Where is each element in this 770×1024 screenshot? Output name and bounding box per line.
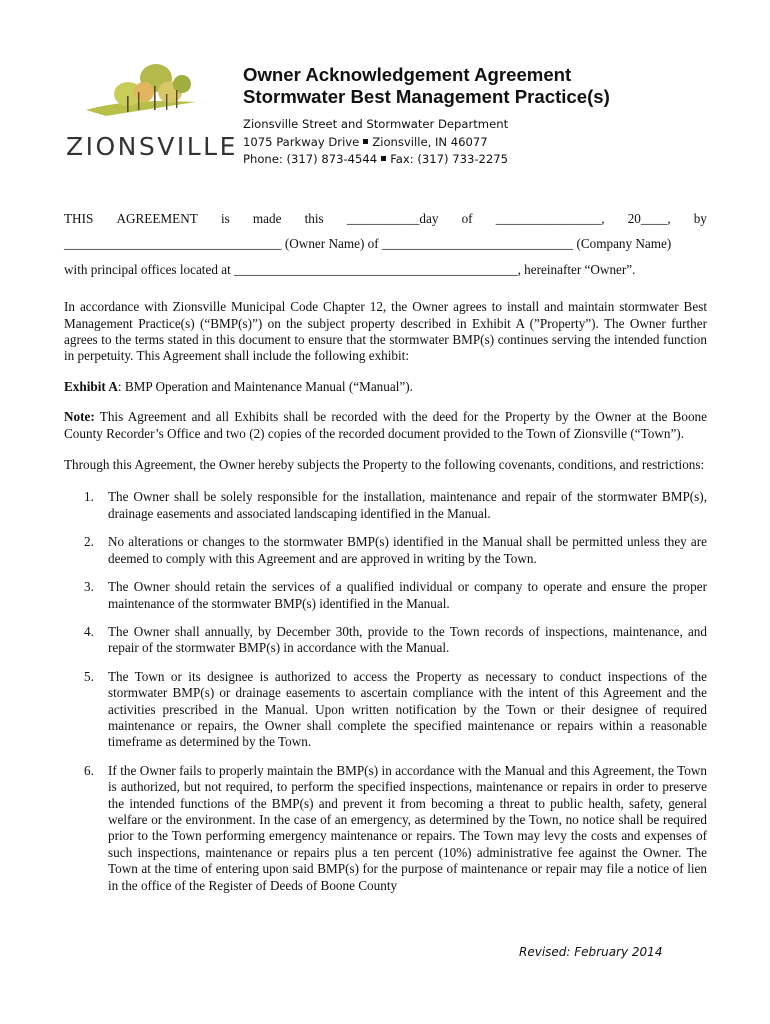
item-number: 2. — [84, 534, 94, 550]
note-paragraph — [64, 409, 707, 442]
address-street: 1075 Parkway Drive — [243, 134, 360, 149]
list-item — [64, 534, 707, 567]
item-text: The Town or its designee is authorized to access the Property as necessary to conduct inspections of the stormwater BMP(s) or drainage easements to ascertain compliance with the intent of this Agreement and the activities prescribed in the Manual. Upon written notification by the Town or their designee of required maintenance or repairs, the Owner shall complete the specified maintenance or repairs within a reasonable timeframe as determined by the Town. — [108, 668, 707, 750]
covenant-list — [64, 489, 707, 894]
list-item — [64, 579, 707, 612]
exhibit-label: Exhibit A — [64, 378, 118, 394]
exhibit-text: : BMP Operation and Maintenance Manual (“Manual”). — [117, 378, 413, 394]
square-bullet-icon — [381, 156, 386, 161]
year-blank[interactable]: 20____, — [627, 211, 671, 226]
trees-icon — [66, 58, 230, 130]
item-number: 6. — [84, 762, 94, 778]
item-number: 5. — [84, 668, 94, 684]
form-word: made — [252, 211, 282, 226]
note-text: This Agreement and all Exhibits shall be recorded with the deed for the Property by the Owner at the Boone County Recorder’s Office and two (2) copies of the recorded document provided to the Town of Zionsville (“Town”). — [64, 409, 707, 441]
item-text: The Owner shall annually, by December 30th, provide to the Town records of inspections, maintenance, and repair of the stormwater BMP(s) in accordance with the Manual. — [108, 623, 707, 656]
form-line-address[interactable]: with principal offices located at ___________________________________________, hereinafter “Owner”. — [64, 261, 636, 277]
form-line-1 — [64, 211, 707, 227]
item-number: 4. — [84, 623, 94, 639]
note-label: Note: — [64, 409, 95, 425]
title-line-2: Stormwater Best Management Practice(s) — [243, 86, 610, 107]
department-name: Zionsville Street and Stormwater Department — [243, 117, 509, 131]
item-number: 3. — [84, 579, 94, 595]
title-line-1: Owner Acknowledgement Agreement — [243, 64, 572, 85]
form-line-owner-company[interactable]: _________________________________ (Owner Name) of _____________________________ (Company Name) — [64, 236, 672, 252]
form-word: of — [461, 211, 473, 226]
list-item — [64, 489, 707, 522]
item-text: The Owner shall be solely responsible for the installation, maintenance and repair of the stormwater BMP(s), drainage easements and associated landscaping identified in the Manual. — [108, 489, 707, 521]
form-word: THIS — [64, 211, 94, 226]
address-city: Zionsville, IN 46077 — [372, 134, 488, 149]
item-text: No alterations or changes to the stormwater BMP(s) identified in the Manual shall be permitted unless they are deemed to comply with this Agreement and are approved in writing by the Town. — [108, 534, 707, 566]
list-item — [64, 763, 707, 894]
form-word: by — [693, 211, 707, 226]
list-item — [64, 624, 707, 657]
address-line — [243, 134, 723, 152]
form-word: this — [304, 211, 324, 226]
revision-date: Revised: February 2014 — [519, 945, 663, 959]
fax-number: Fax: (317) 733-2275 — [390, 152, 509, 166]
day-blank[interactable]: ___________day — [346, 211, 439, 226]
phone-number: Phone: (317) 873-4544 — [243, 152, 378, 166]
list-item — [64, 669, 707, 751]
item-text: If the Owner fails to properly maintain the BMP(s) in accordance with the Manual and this Agreement, the Town is authorized, but not required, to perform the specified inspections, maintenance or repairs in order to preserve the intended functions of the BMP(s) and prevent it from becoming a threat to public health, safety, general welfare or the environment. In the case of an emergency, as determined by the Town, no notice shall be required prior to the Town performing emergency maintenance or repairs. The Town may levy the costs and expenses of such inspections, maintenance or repairs plus a ten percent (10%) administrative fee against the Owner. The Town at the time of entering upon said BMP(s) for the purpose of maintenance or repair may file a notice of lien in the office of the Register of Deeds of Boone County — [108, 762, 707, 893]
intro-paragraph: In accordance with Zionsville Municipal Code Chapter 12, the Owner agrees to install and maintain stormwater Best Management Practice(s) (“BMP(s)”) on the subject property described in Exhibit A (”Property”). The Owner further agrees to the terms stated in this document to ensure that the stormwater BMP(s) continues serving the intended function in perpetuity. This Agreement shall include the following exhibit: — [64, 299, 707, 364]
agreement-body — [64, 211, 707, 894]
logo-text: ZIONSVILLE — [66, 132, 238, 161]
item-number: 1. — [84, 489, 94, 505]
month-blank[interactable]: ________________, — [495, 211, 605, 226]
form-word: is — [220, 211, 230, 226]
item-text: The Owner should retain the services of a qualified individual or company to operate and ensure the proper maintenance of the stormwater BMP(s) identified in the Manual. — [108, 579, 707, 611]
form-word: AGREEMENT — [116, 211, 198, 226]
zionsville-logo — [66, 58, 238, 162]
letterhead — [243, 64, 723, 169]
contact-line — [243, 151, 723, 169]
square-bullet-icon — [363, 139, 368, 144]
exhibit-paragraph — [64, 379, 707, 395]
covenants-intro: Through this Agreement, the Owner hereby subjects the Property to the following covenants, conditions, and restrictions: — [64, 457, 705, 473]
